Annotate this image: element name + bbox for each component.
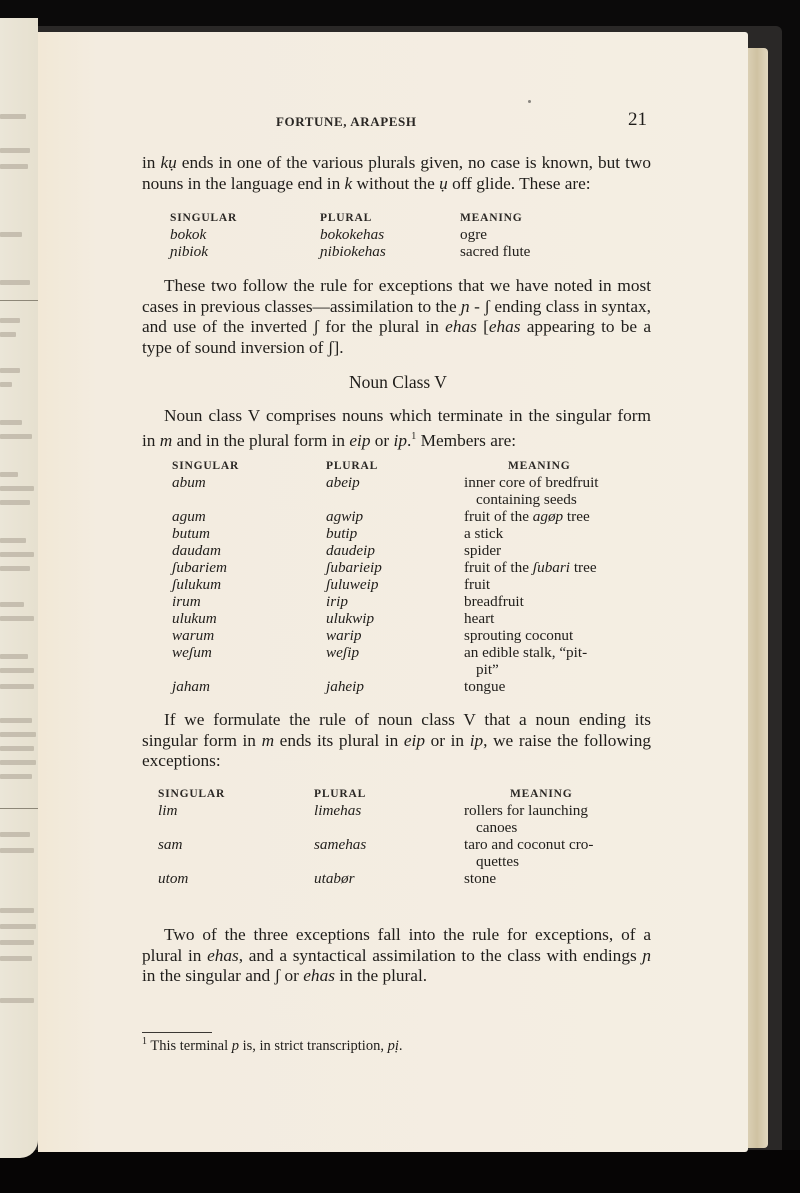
table-cell-meaning: ogre — [460, 226, 487, 243]
paragraph-rule: If we formulate the rule of noun class V that a noun ending its singular form in m ends its plural in eip or in ip, we raise the following exceptions: — [142, 710, 652, 770]
table-cell-plural: jaheip — [326, 678, 364, 695]
table-cell-meaning: containing seeds — [476, 491, 577, 508]
running-head: FORTUNE, ARAPESH — [276, 114, 417, 129]
table-cell-plural: abeip — [326, 474, 360, 491]
table-cell-meaning: rollers for launching — [464, 802, 588, 819]
column-header-singular: SINGULAR — [172, 460, 240, 472]
table-cell-plural: limehas — [314, 802, 362, 819]
column-header-meaning: MEANING — [460, 212, 523, 224]
book-page — [38, 32, 748, 1152]
table-cell-meaning: a stick — [464, 525, 504, 542]
table-cell-meaning: quettes — [476, 853, 520, 870]
column-header-meaning: MEANING — [508, 460, 571, 472]
table-cell-meaning: tongue — [464, 678, 506, 695]
table-cell-singular: ulukum — [172, 610, 217, 627]
table-cell-singular: sam — [158, 836, 183, 853]
column-header-meaning: MEANING — [510, 788, 573, 800]
table-cell-plural: ɲibiokehas — [320, 243, 386, 260]
table-cell-plural: agwip — [326, 508, 364, 525]
table-cell-singular: ʃulukum — [172, 576, 222, 593]
table-cell-meaning: stone — [464, 870, 497, 887]
table-cell-meaning: sprouting coconut — [464, 627, 574, 644]
table-cell-plural: weʃip — [326, 644, 360, 661]
table-cell-singular: utom — [158, 870, 189, 887]
table-cell-plural: utabør — [314, 870, 355, 887]
footnote-rule — [142, 1032, 212, 1033]
table-cell-plural: bokokehas — [320, 226, 385, 243]
table-cell-singular: jaham — [172, 678, 210, 695]
table-cell-singular: bokok — [170, 226, 207, 243]
intro-paragraph: in kụ ends in one of the various plurals given, no case is known, but two nouns in the language end in k without the ụ off glide. These are: — [142, 153, 651, 193]
column-header-plural: PLURAL — [326, 460, 379, 472]
table-cell-meaning: breadfruit — [464, 593, 524, 610]
table-cell-singular: agum — [172, 508, 206, 525]
table-cell-singular: lim — [158, 802, 178, 819]
table-cell-singular: daudam — [172, 542, 221, 559]
table-cell-plural: ulukwip — [326, 610, 375, 627]
table-cell-plural: irip — [326, 593, 348, 610]
table-cell-meaning: inner core of bredfruit — [464, 474, 599, 491]
table-cell-singular: ɲibiok — [170, 243, 208, 260]
book-cover-bottom — [0, 1150, 800, 1193]
paper-speck — [528, 100, 531, 103]
page-number: 21 — [628, 109, 647, 130]
table-cell-meaning: heart — [464, 610, 495, 627]
table-cell-singular: ʃubariem — [172, 559, 227, 576]
column-header-singular: SINGULAR — [170, 212, 238, 224]
table-cell-plural: ʃuluweip — [326, 576, 379, 593]
footnote-reference: 1 — [411, 430, 417, 442]
facing-page-edge — [0, 18, 38, 1158]
page-fore-edge — [746, 48, 768, 1148]
table-cell-meaning: fruit — [464, 576, 491, 593]
table-cell-meaning: sacred flute — [460, 243, 531, 260]
table-cell-meaning: fruit of the agøp tree — [464, 508, 590, 525]
table-cell-plural: warip — [326, 627, 362, 644]
table-cell-singular: warum — [172, 627, 215, 644]
paragraph-exceptions: These two follow the rule for exceptions that we have noted in most cases in previous classes—assimilation to the ɲ - ʃ ending class in syntax, and use of the inverted ʃ for the plural in ehas [ehas appearing to be a type of sound inversion of ʃ]. — [142, 276, 651, 357]
table-cell-meaning: canoes — [476, 819, 518, 836]
table-cell-meaning: an edible stalk, “pit- — [464, 644, 588, 661]
table-cell-plural: samehas — [314, 836, 367, 853]
column-header-plural: PLURAL — [314, 788, 367, 800]
table-cell-plural: ʃubarieip — [326, 559, 382, 576]
table-cell-singular: abum — [172, 474, 206, 491]
table-cell-singular: butum — [172, 525, 210, 542]
table-cell-meaning: spider — [464, 542, 502, 559]
table-cell-meaning: pit” — [476, 661, 499, 678]
paragraph-conclusion: Two of the three exceptions fall into the rule for exceptions, of a plural in ehas, and a syntactical assimilation to the class with endings ɲ in the singular and ʃ or ehas in the plural. — [142, 925, 651, 985]
footnote: $^1$ This terminal p is, in strict transcription, pị. — [142, 1036, 403, 1054]
footnote-marker: 1 — [142, 1036, 147, 1047]
table-cell-singular: irum — [172, 593, 201, 610]
column-header-plural: PLURAL — [320, 212, 373, 224]
section-heading: Noun Class V — [349, 372, 447, 392]
paragraph-class-v: Noun class V comprises nouns which terminate in the singular form in m and in the plural form in eip or ip.$^1$ Members are: — [142, 406, 651, 450]
column-header-singular: SINGULAR — [158, 788, 226, 800]
table-cell-meaning: fruit of the ʃubari tree — [464, 559, 597, 576]
table-cell-plural: daudeip — [326, 542, 375, 559]
table-cell-plural: butip — [326, 525, 358, 542]
table-cell-singular: weʃum — [172, 644, 212, 661]
table-cell-meaning: taro and coconut cro- — [464, 836, 594, 853]
